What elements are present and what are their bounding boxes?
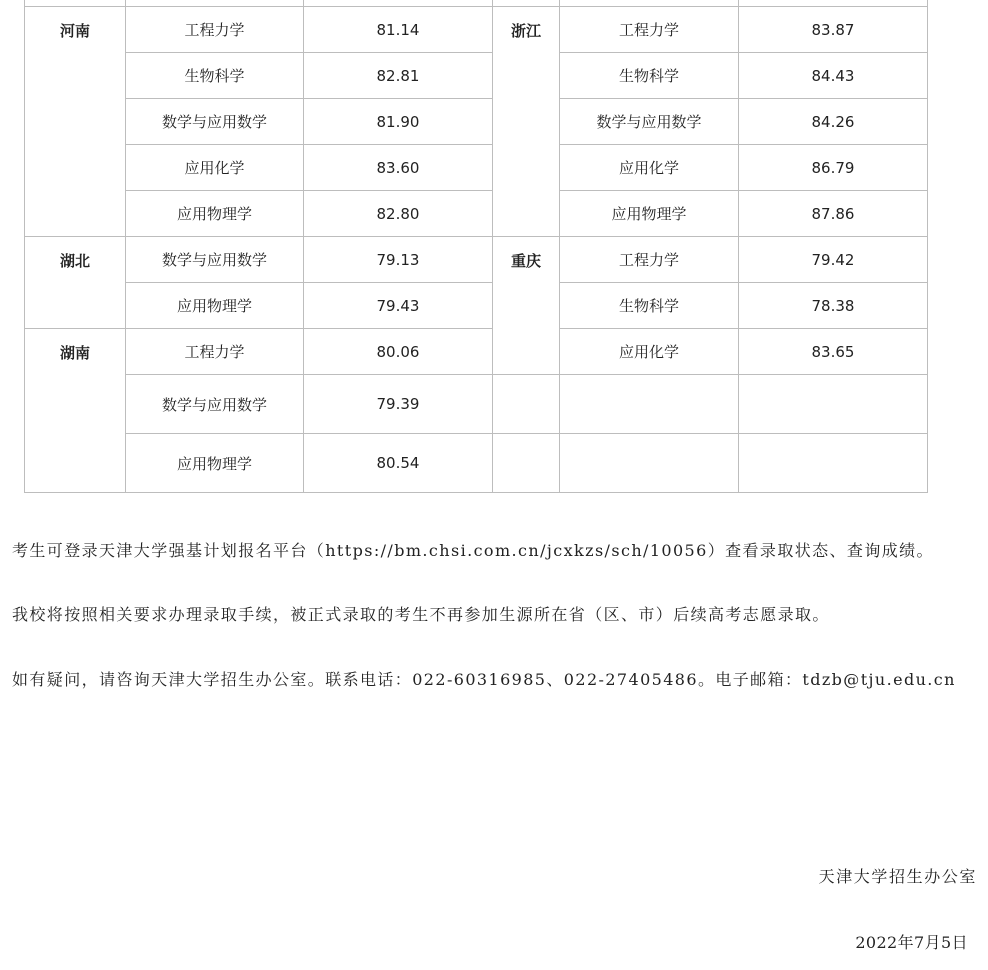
score-cell: 87.86 [739,191,928,237]
major-cell: 数学与应用数学 [560,99,739,145]
score-cell: 80.06 [304,329,493,375]
table-row [25,99,928,145]
province-cell [493,434,560,493]
major-cell: 应用化学 [560,145,739,191]
signature-office: 天津大学招生办公室 [818,867,977,886]
score-cell: 82.80 [304,191,493,237]
major-cell: 应用物理学 [126,191,304,237]
admission-procedure-paragraph: 我校将按照相关要求办理录取手续，被正式录取的考生不再参加生源所在省（区、市）后续高考志愿录取。 [12,605,830,624]
major-cell: 工程力学 [126,7,304,53]
signature-date: 2022年7月5日 [855,933,968,952]
table-row [25,191,928,237]
score-cell: 83.65 [739,329,928,375]
score-cell: 86.79 [739,145,928,191]
platform-notice-paragraph: 考生可登录天津大学强基计划报名平台（https://bm.chsi.com.cn/jcxkzs/sch/10056）查看录取状态、查询成绩。 [12,541,934,560]
score-cell: 84.26 [739,99,928,145]
major-cell: 应用化学 [560,329,739,375]
score-cell: 82.81 [304,53,493,99]
major-cell: 生物科学 [560,283,739,329]
major-cell [560,375,739,434]
major-cell: 应用物理学 [560,191,739,237]
score-cell: 84.43 [739,53,928,99]
score-cell: 81.14 [304,7,493,53]
major-cell: 应用物理学 [126,434,304,493]
score-cell: 80.54 [304,434,493,493]
table-row [25,145,928,191]
major-cell [560,434,739,493]
province-cell: 湖北 [25,237,126,329]
major-cell: 数学与应用数学 [126,237,304,283]
table-row [25,283,928,329]
contact-info-paragraph: 如有疑问，请咨询天津大学招生办公室。联系电话：022-60316985、022-27405486。电子邮箱：tdzb@tju.edu.cn [12,670,956,689]
score-cell: 79.42 [739,237,928,283]
major-cell: 生物科学 [560,53,739,99]
major-cell: 数学与应用数学 [126,375,304,434]
province-cell [493,375,560,434]
province-cell: 湖南 [25,329,126,493]
table-row [25,434,928,493]
table-row [25,237,928,283]
table-row [25,375,928,434]
score-cell: 78.38 [739,283,928,329]
province-cell: 重庆 [493,237,560,375]
score-cell: 83.87 [739,7,928,53]
table-row [25,53,928,99]
table-row [25,7,928,53]
major-cell: 应用化学 [126,145,304,191]
score-cell [739,375,928,434]
table-row [25,329,928,375]
major-cell: 工程力学 [560,237,739,283]
province-cell: 浙江 [493,7,560,237]
major-cell: 生物科学 [126,53,304,99]
score-cell: 79.13 [304,237,493,283]
province-cell: 河南 [25,7,126,237]
score-cell: 79.43 [304,283,493,329]
major-cell: 工程力学 [126,329,304,375]
admission-score-table [24,0,928,493]
score-cell: 79.39 [304,375,493,434]
major-cell: 数学与应用数学 [126,99,304,145]
score-cell: 81.90 [304,99,493,145]
major-cell: 工程力学 [560,7,739,53]
score-cell [739,434,928,493]
major-cell: 应用物理学 [126,283,304,329]
score-cell: 83.60 [304,145,493,191]
